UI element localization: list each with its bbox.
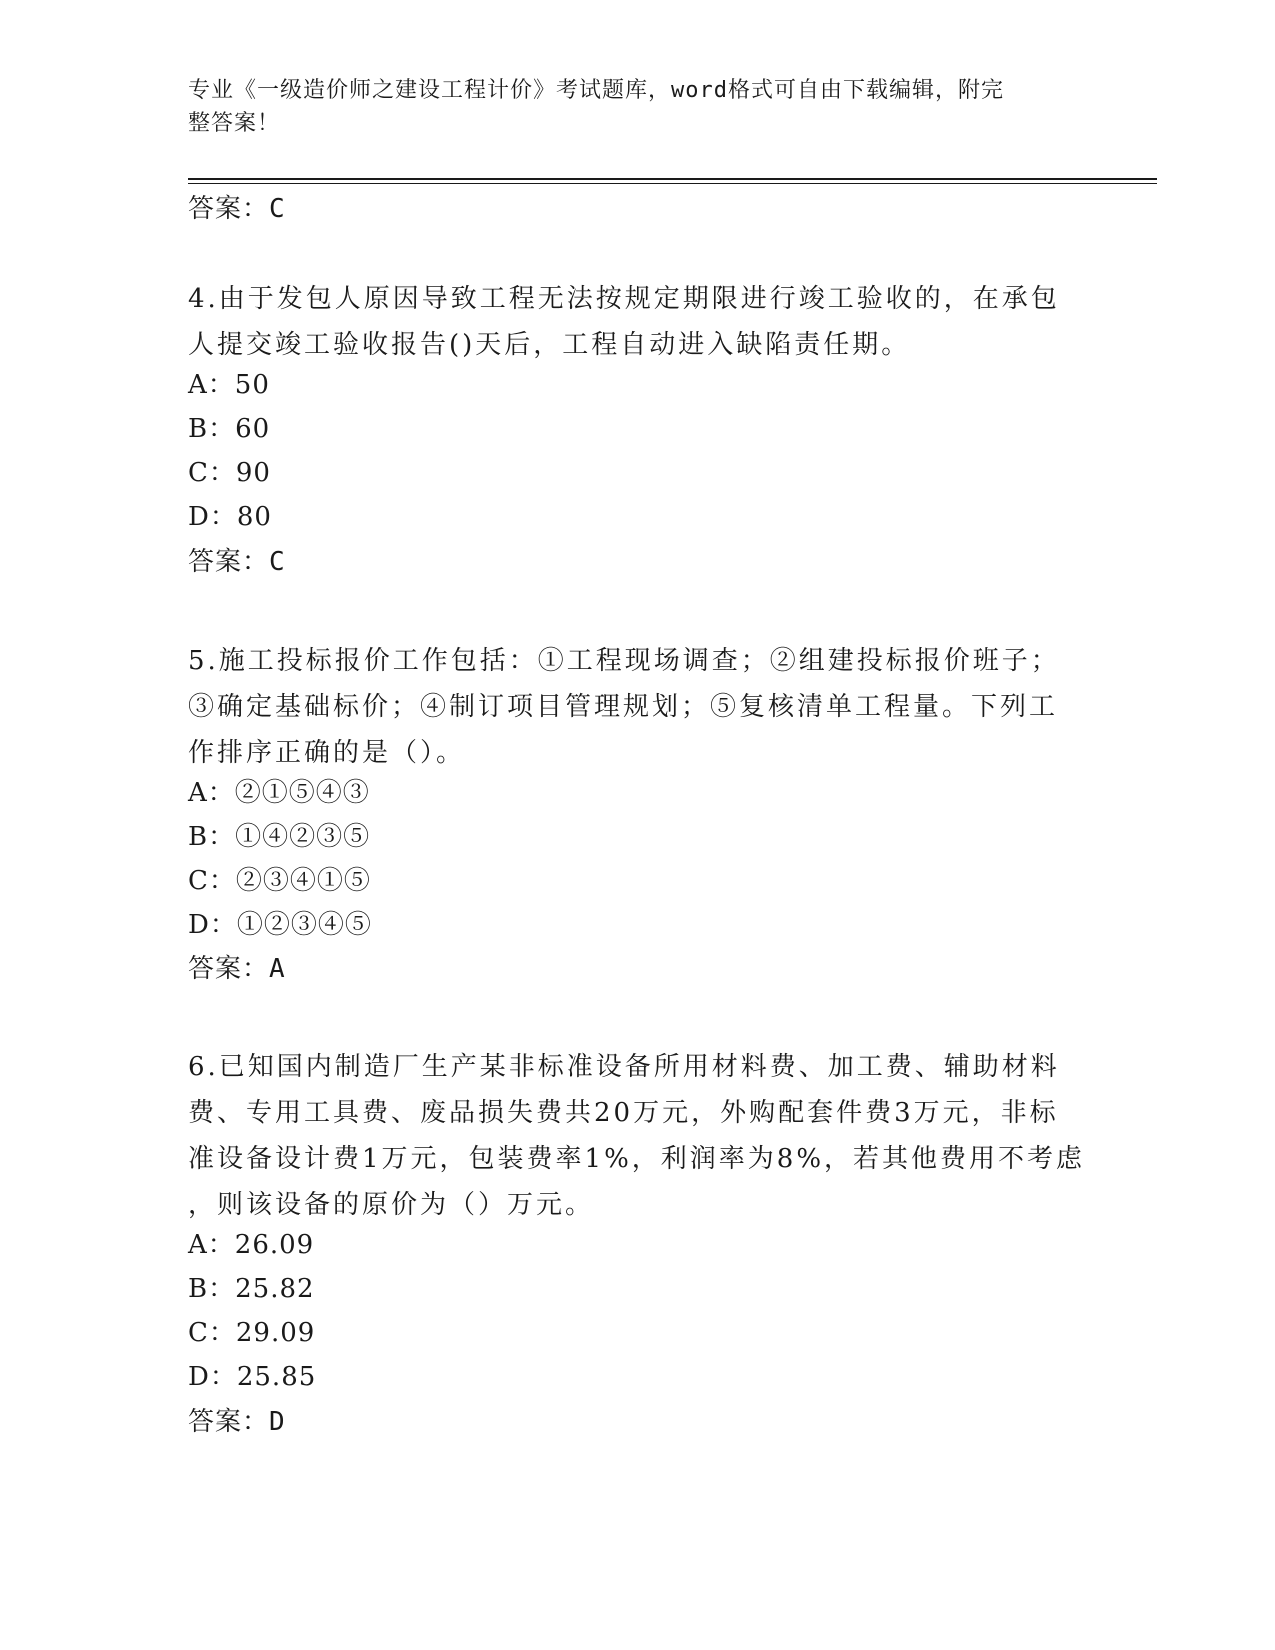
question-4-stem	[188, 276, 1088, 368]
question-6-answer: 答案：D	[188, 1407, 286, 1437]
question-6-option-b: B：25.82	[188, 1274, 315, 1304]
question-6-stem-line-3: 准设备设计费1万元，包装费率1%，利润率为8%，若其他费用不考虑	[188, 1144, 1086, 1174]
question-6-stem-line-1: 6.已知国内制造厂生产某非标准设备所用材料费、加工费、辅助材料	[188, 1052, 1060, 1082]
question-6-stem-line-2: 费、专用工具费、废品损失费共20万元，外购配套件费3万元，非标	[188, 1098, 1059, 1128]
question-6-option-c: C：29.09	[188, 1318, 316, 1348]
question-5-stem-line-1: 5.施工投标报价工作包括：①工程现场调查；②组建投标报价班子；	[188, 646, 1060, 676]
question-5-option-c: C：②③④①⑤	[188, 866, 371, 896]
question-5-option-b: B：①④②③⑤	[188, 822, 371, 852]
question-4-answer: 答案：C	[188, 547, 286, 577]
question-5-option-a: A：②①⑤④③	[188, 778, 370, 808]
question-6-option-a: A：26.09	[188, 1230, 315, 1260]
question-6-stem	[188, 1044, 1088, 1228]
question-5-stem-line-2: ③确定基础标价；④制订项目管理规划；⑤复核清单工程量。下列工	[188, 692, 1059, 722]
question-4-option-b: B：60	[188, 414, 271, 444]
header-line-1: 专业《一级造价师之建设工程计价》考试题库，word格式可自由下载编辑，附完	[188, 78, 1004, 103]
question-5-stem-line-3: 作排序正确的是（）。	[188, 738, 466, 768]
question-5-option-d: D：①②③④⑤	[188, 910, 372, 940]
header-divider-thick	[188, 178, 1157, 180]
question-5-answer: 答案：A	[188, 954, 286, 984]
question-4-option-a: A：50	[188, 370, 270, 400]
question-6-option-d: D：25.85	[188, 1362, 317, 1392]
question-5-stem	[188, 638, 1088, 776]
header-divider-thin	[188, 183, 1157, 184]
document-header	[188, 74, 1088, 140]
previous-answer: 答案：C	[188, 194, 286, 224]
header-line-2: 整答案！	[188, 111, 281, 136]
question-4-stem-line-2: 人提交竣工验收报告()天后，工程自动进入缺陷责任期。	[188, 330, 911, 360]
question-4-option-d: D：80	[188, 502, 272, 532]
question-6-stem-line-4: ，则该设备的原价为（）万元。	[188, 1190, 595, 1220]
question-4-option-c: C：90	[188, 458, 271, 488]
question-4-stem-line-1: 4.由于发包人原因导致工程无法按规定期限进行竣工验收的，在承包	[188, 284, 1060, 314]
